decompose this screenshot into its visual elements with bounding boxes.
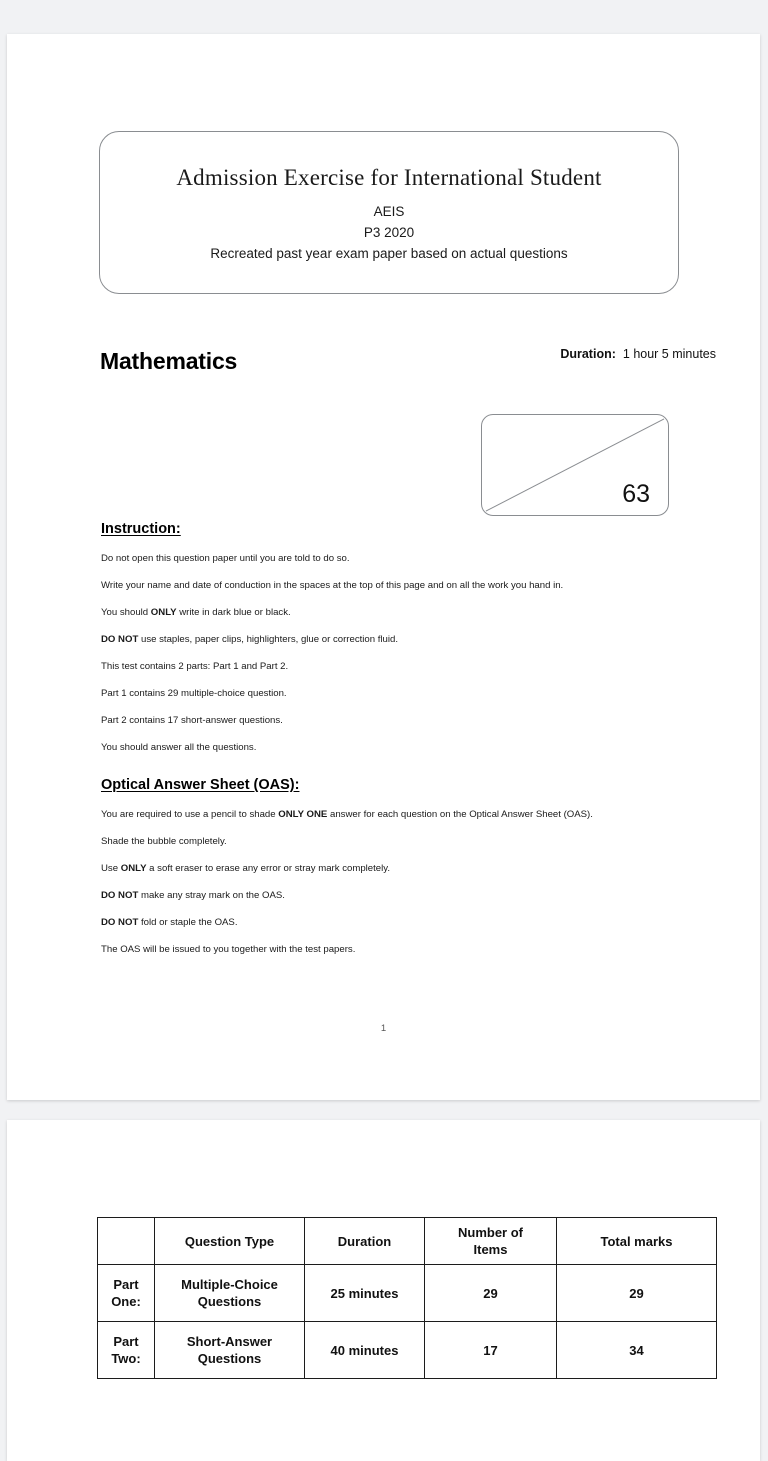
duration-block [560, 347, 716, 361]
instruction-section [99, 521, 679, 754]
exam-programme: AEIS [373, 203, 405, 219]
table-row [98, 1322, 717, 1379]
table-row [98, 1265, 717, 1322]
question-type-line1: Multiple-Choice [181, 1277, 278, 1292]
part-line1: Part [113, 1277, 139, 1292]
exam-structure-table [97, 1217, 717, 1379]
question-type-line1: Short-Answer [186, 1334, 273, 1349]
instruction-item: You should ONLY write in dark blue or black. [101, 607, 291, 618]
oas-heading: Optical Answer Sheet (OAS): [101, 777, 300, 793]
table-header-number-of-items [425, 1218, 557, 1265]
instruction-item: Part 2 contains 17 short-answer questions. [101, 715, 283, 726]
question-type-line2: Questions [197, 1351, 262, 1366]
table-header-question-type: Question Type [155, 1218, 305, 1265]
row-part-label [98, 1265, 155, 1322]
duration-value: 1 hour 5 minutes [622, 347, 716, 361]
instruction-item: Do not open this question paper until you are told to do so. [101, 553, 350, 564]
exam-note: Recreated past year exam paper based on actual questions [210, 245, 568, 261]
row-duration: 40 minutes [305, 1322, 425, 1379]
table-header-total-marks: Total marks [557, 1218, 717, 1265]
instruction-item: DO NOT use staples, paper clips, highlighters, glue or correction fluid. [101, 634, 399, 645]
exam-level-year: P3 2020 [363, 224, 415, 240]
question-type-line2: Questions [197, 1294, 262, 1309]
row-question-type [155, 1265, 305, 1322]
page-number: 1 [380, 1023, 387, 1034]
row-number-of-items: 17 [425, 1322, 557, 1379]
instruction-heading: Instruction: [101, 521, 181, 537]
row-total-marks: 29 [557, 1265, 717, 1322]
table-header-duration: Duration [305, 1218, 425, 1265]
marks-box [481, 414, 669, 516]
oas-item: DO NOT make any stray mark on the OAS. [101, 890, 285, 901]
subject-title: Mathematics [100, 348, 238, 374]
part-line2: One: [111, 1294, 141, 1309]
instruction-item: You should answer all the questions. [101, 742, 257, 753]
instruction-item: Write your name and date of conduction in the spaces at the top of this page and on all the work you hand in. [101, 580, 564, 591]
row-part-label [98, 1322, 155, 1379]
oas-item: Shade the bubble completely. [101, 836, 227, 847]
oas-item: You are required to use a pencil to shade ONLY ONE answer for each question on the Optical Answer Sheet (OAS). [101, 809, 593, 820]
exam-title: Admission Exercise for International Student [176, 164, 602, 190]
row-duration: 25 minutes [305, 1265, 425, 1322]
oas-section [99, 777, 679, 956]
oas-item: The OAS will be issued to you together with the test papers. [101, 944, 356, 955]
table-header-row [98, 1218, 717, 1265]
part-line1: Part [113, 1334, 139, 1349]
header-items-line1: Number of [458, 1225, 523, 1240]
row-total-marks: 34 [557, 1322, 717, 1379]
total-marks-value: 63 [622, 480, 650, 508]
header-items-line2: Items [473, 1242, 508, 1257]
oas-item: DO NOT fold or staple the OAS. [101, 917, 238, 928]
table-header-corner [98, 1218, 155, 1265]
row-number-of-items: 29 [425, 1265, 557, 1322]
document-page-2 [7, 1120, 760, 1461]
oas-item: Use ONLY a soft eraser to erase any error or stray mark completely. [101, 863, 390, 874]
row-question-type [155, 1322, 305, 1379]
duration-label: Duration: [560, 347, 616, 361]
instruction-item: Part 1 contains 29 multiple-choice question. [101, 688, 287, 699]
exam-header-box [99, 131, 679, 294]
part-line2: Two: [111, 1351, 141, 1366]
document-page-1 [7, 34, 760, 1100]
instruction-item: This test contains 2 parts: Part 1 and Part 2. [101, 661, 289, 672]
